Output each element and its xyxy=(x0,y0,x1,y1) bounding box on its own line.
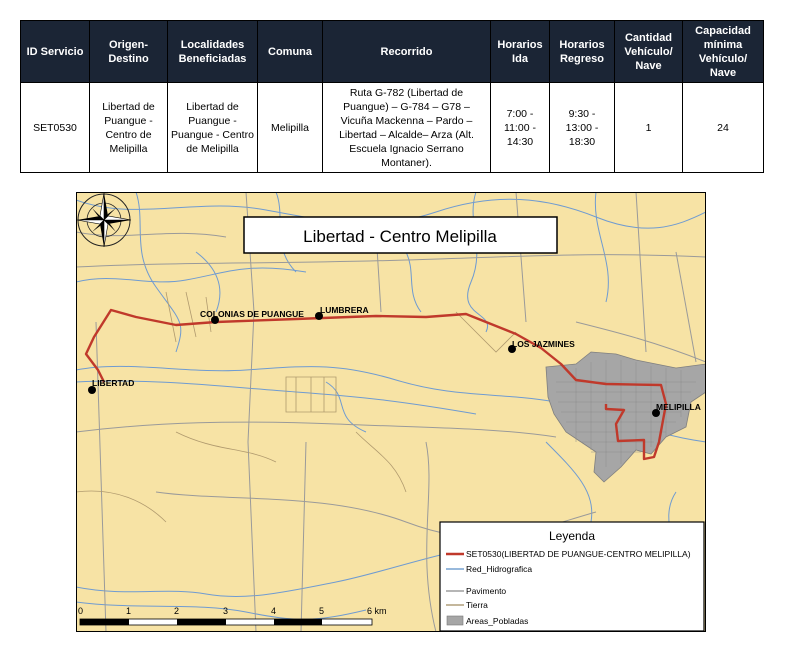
scale-tick-5: 5 xyxy=(319,606,325,616)
scale-tick-3: 3 xyxy=(223,606,229,616)
header-capacidad: Capacidad mínima Vehículo/ Nave xyxy=(683,21,764,83)
header-horarios-ida: Horarios Ida xyxy=(491,21,550,83)
header-horarios-regreso: Horarios Regreso xyxy=(550,21,615,83)
horario-ida-1: 7:00 - xyxy=(506,107,534,120)
header-localidades: Localidades Beneficiadas xyxy=(168,21,258,83)
legend-item-area: Areas_Pobladas xyxy=(466,616,529,626)
label-lumbrera: LUMBRERA xyxy=(320,305,369,315)
scale-tick-6: 6 km xyxy=(367,606,387,616)
legend-item-hydro: Red_Hidrografica xyxy=(466,564,533,574)
cell-id: SET0530 xyxy=(21,83,90,173)
label-libertad: LIBERTAD xyxy=(92,378,135,388)
horario-ida-2: 11:00 - xyxy=(504,121,536,134)
header-recorrido: Recorrido xyxy=(323,21,491,83)
map-legend xyxy=(440,522,704,631)
header-comuna: Comuna xyxy=(258,21,323,83)
service-table xyxy=(20,20,764,173)
map-title: Libertad - Centro Melipilla xyxy=(303,227,497,246)
cell-horarios-ida xyxy=(491,83,550,173)
cell-comuna: Melipilla xyxy=(258,83,323,173)
header-id-servicio: ID Servicio xyxy=(21,21,90,83)
cell-origen-destino: Libertad de Puangue - Centro de Melipilla xyxy=(90,83,168,173)
cell-horarios-regreso xyxy=(550,83,615,173)
table-header-row xyxy=(21,21,764,83)
legend-item-dirt: Tierra xyxy=(466,600,488,610)
legend-title: Leyenda xyxy=(548,529,596,543)
legend-item-pavement: Pavimento xyxy=(466,586,507,596)
map-title-box xyxy=(244,217,557,253)
horario-regreso-1: 9:30 - xyxy=(568,107,596,120)
cell-capacidad: 24 xyxy=(683,83,764,173)
route-map xyxy=(76,192,706,632)
table-row xyxy=(21,83,764,173)
label-colonias-de-puangue: COLONIAS DE PUANGUE xyxy=(200,309,304,319)
label-melipilla: MELIPILLA xyxy=(656,402,701,412)
header-cantidad: Cantidad Vehículo/ Nave xyxy=(615,21,683,83)
scale-tick-1: 1 xyxy=(126,606,132,616)
horario-regreso-2: 13:00 - xyxy=(565,121,599,134)
legend-item-route: SET0530(LIBERTAD DE PUANGUE-CENTRO MELIPILLA) xyxy=(466,549,691,559)
label-los-jazmines: LOS JAZMINES xyxy=(512,339,575,349)
header-origen-destino: Origen-Destino xyxy=(90,21,168,83)
horario-regreso-3: 18:30 xyxy=(568,135,596,148)
scale-tick-0: 0 xyxy=(78,606,84,616)
scale-tick-4: 4 xyxy=(271,606,277,616)
horario-ida-3: 14:30 xyxy=(506,135,534,148)
scale-tick-2: 2 xyxy=(174,606,180,616)
cell-cantidad: 1 xyxy=(615,83,683,173)
cell-recorrido: Ruta G-782 (Libertad de Puangue) – G-784 – G78 – Vicuña Mackenna – Pardo – Libertad – Alcalde– Arza (Alt. Escuela Ignacio Serrano Montaner). xyxy=(323,83,491,173)
cell-localidades: Libertad de Puangue - Puangue - Centro de Melipilla xyxy=(168,83,258,173)
